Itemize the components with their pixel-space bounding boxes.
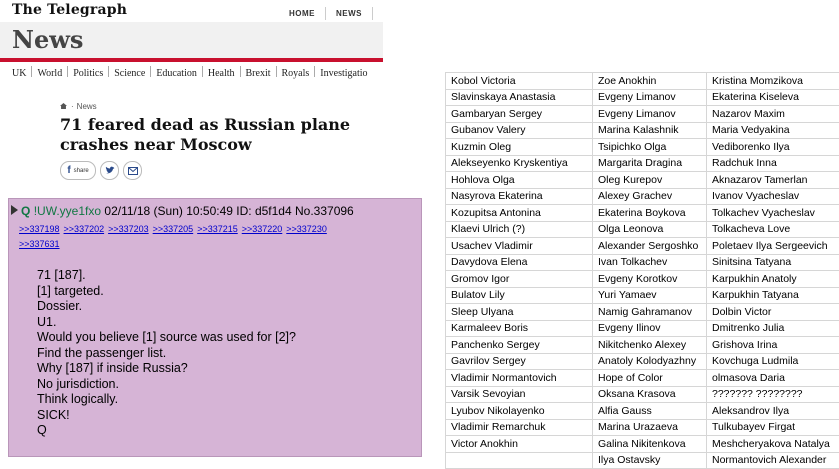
table-cell: olmasova Daria [707,370,839,387]
table-cell: Evgeny Ilinov [593,320,707,337]
table-cell: Klaevi Ulrich (?) [446,221,593,238]
home-icon[interactable] [60,103,67,109]
post-line: Q [37,423,296,439]
table-cell: Tolkacheva Love [707,221,839,238]
table-cell: Marina Kalashnik [593,122,707,139]
table-cell: Aknazarov Tamerlan [707,172,839,189]
post-line: U1. [37,315,296,331]
nav-separator [202,66,203,77]
section-title[interactable]: News [12,25,83,54]
table-row [446,353,839,370]
table-cell: Radchuk Inna [707,155,839,172]
table-cell: Poletaev Ilya Sergeevich [707,238,839,255]
table-cell: Galina Nikitenkova [593,436,707,453]
backlink[interactable]: >>337215 [197,224,238,234]
table-row [446,287,839,304]
table-row [446,254,839,271]
table-row [446,320,839,337]
table-row [446,419,839,436]
post-line: Would you believe [1] source was used for [2]? [37,330,296,346]
table-cell: Nikitchenko Alexey [593,337,707,354]
table-cell: ??????? ???????? [707,386,839,403]
table-cell: Usachev Vladimir [446,238,593,255]
nav-item-investigations[interactable]: Investigatio [320,68,367,79]
table-cell: Gavrilov Sergey [446,353,593,370]
top-nav-news[interactable]: NEWS [336,9,362,20]
table-cell: Varsik Sevoyian [446,386,593,403]
table-cell: Karmaleev Boris [446,320,593,337]
article-headline: 71 feared dead as Russian plane crashes near Moscow [60,115,380,155]
backlink[interactable]: >>337631 [19,239,60,249]
table-cell: Zoe Anokhin [593,73,707,90]
table-cell: Oleg Kurepov [593,172,707,189]
table-cell: Grishova Irina [707,337,839,354]
table-row [446,205,839,222]
table-row [446,155,839,172]
table-cell: Maria Vedyakina [707,122,839,139]
table-row [446,221,839,238]
table-cell: Gambaryan Sergey [446,106,593,123]
passenger-table-body [446,73,839,469]
table-cell: Anatoly Kolodyazhny [593,353,707,370]
nav-item-education[interactable]: Education [156,68,197,79]
telegraph-logo[interactable]: The Telegraph [12,2,127,18]
table-row [446,271,839,288]
nav-item-brexit[interactable]: Brexit [246,68,271,79]
breadcrumb-news[interactable]: News [77,102,97,111]
backlink[interactable]: >>337205 [153,224,194,234]
table-cell: Sleep Ulyana [446,304,593,321]
table-cell: Dolbin Victor [707,304,839,321]
table-cell: Slavinskaya Anastasia [446,89,593,106]
post-header [11,204,354,218]
nav-item-royals[interactable]: Royals [282,68,310,79]
table-cell: Victor Anokhin [446,436,593,453]
breadcrumb-separator: · [71,102,74,111]
breadcrumb [60,102,97,111]
post-number[interactable]: No.337096 [295,204,354,218]
table-cell: Yuri Yamaev [593,287,707,304]
nav-separator [31,66,32,77]
nav-item-health[interactable]: Health [208,68,235,79]
section-accent-bar [0,58,383,62]
table-cell: Karpukhin Anatoly [707,271,839,288]
post-backlinks [19,222,421,252]
table-cell: Alekseyenko Kryskentiya [446,155,593,172]
nav-item-uk[interactable]: UK [12,68,26,79]
table-row [446,452,839,469]
table-cell: Margarita Dragina [593,155,707,172]
table-cell: Tulkubayev Firgat [707,419,839,436]
table-row [446,238,839,255]
table-cell: Alfia Gauss [593,403,707,420]
table-row [446,106,839,123]
table-cell: Hope of Color [593,370,707,387]
table-row [446,73,839,90]
table-cell: Kuzmin Oleg [446,139,593,156]
table-row [446,370,839,387]
qpost-panel [8,198,422,457]
table-cell: Kobol Victoria [446,73,593,90]
table-cell: Aleksandrov Ilya [707,403,839,420]
table-cell: Gromov Igor [446,271,593,288]
post-line: Think logically. [37,392,296,408]
table-cell: Hohlova Olga [446,172,593,189]
telegraph-masthead [0,0,383,22]
post-line: [1] targeted. [37,284,296,300]
twitter-icon [105,166,115,175]
nav-separator [276,66,277,77]
table-cell: Ekaterina Boykova [593,205,707,222]
post-datetime: 02/11/18 (Sun) 10:50:49 [104,204,233,218]
nav-separator [314,66,315,77]
post-line: 71 [187]. [37,268,296,284]
top-nav-home[interactable]: HOME [289,9,315,20]
table-cell: Olga Leonova [593,221,707,238]
table-row [446,188,839,205]
table-cell: Karpukhin Tatyana [707,287,839,304]
table-cell: Marina Urazaeva [593,419,707,436]
table-row [446,403,839,420]
table-row [446,304,839,321]
nav-separator [67,66,68,77]
table-cell: Alexander Sergoshko [593,238,707,255]
table-row [446,172,839,189]
facebook-share-button[interactable] [60,161,96,180]
top-nav-divider [372,7,373,20]
nav-separator [108,66,109,77]
table-cell: Sinitsina Tatyana [707,254,839,271]
table-cell: Lyubov Nikolayenko [446,403,593,420]
table-cell: Vladimir Remarchuk [446,419,593,436]
table-cell: Vladimir Normantovich [446,370,593,387]
table-cell: Davydova Elena [446,254,593,271]
post-line: Why [187] if inside Russia? [37,361,296,377]
table-cell: Meshcheryakova Natalya [707,436,839,453]
table-cell: Nazarov Maxim [707,106,839,123]
twitter-share-button[interactable] [100,161,119,180]
table-cell: Alexey Grachev [593,188,707,205]
table-row [446,122,839,139]
post-author: Q [21,204,30,218]
backlink[interactable]: >>337202 [64,224,105,234]
backlink[interactable]: >>337230 [286,224,327,234]
passenger-list-table [445,72,839,465]
telegraph-article-panel [0,0,383,195]
facebook-icon: f [67,165,70,176]
table-cell: Gubanov Valery [446,122,593,139]
table-cell: Dmitrenko Julia [707,320,839,337]
table-row [446,386,839,403]
table-cell: Tolkachev Vyacheslav [707,205,839,222]
table-cell: Normantovich Alexander [707,452,839,469]
table-cell: Ivanov Vyacheslav [707,188,839,205]
post-id: ID: d5f1d4 [236,204,291,218]
table-cell: Ilya Ostavsky [593,452,707,469]
table-cell: Vediborenko Ilya [707,139,839,156]
section-nav [12,66,368,79]
table-row [446,337,839,354]
table-cell: Bulatov Lily [446,287,593,304]
backlink[interactable]: >>337203 [108,224,149,234]
section-band [0,22,383,58]
top-nav-divider [325,7,326,20]
table-cell: Kozupitsa Antonina [446,205,593,222]
post-body [37,268,296,439]
table-cell: Evgeny Korotkov [593,271,707,288]
table-cell: Namig Gahramanov [593,304,707,321]
table-cell: Nasyrova Ekaterina [446,188,593,205]
table-cell: Panchenko Sergey [446,337,593,354]
post-line: No jurisdiction. [37,377,296,393]
nav-separator [240,66,241,77]
table-cell: Evgeny Limanov [593,89,707,106]
backlink[interactable]: >>337198 [19,224,60,234]
share-bar [60,161,142,179]
table-row [446,89,839,106]
table-row [446,436,839,453]
post-expand-icon[interactable] [11,205,18,215]
table-cell [446,452,593,469]
post-line: SICK! [37,408,296,424]
table-row [446,139,839,156]
table-cell: Ivan Tolkachev [593,254,707,271]
backlink[interactable]: >>337220 [242,224,283,234]
table-cell: Kristina Momzikova [707,73,839,90]
table-cell: Oksana Krasova [593,386,707,403]
post-line: Dossier. [37,299,296,315]
telegraph-top-nav [289,7,383,20]
email-share-button[interactable] [123,161,142,180]
table-cell: Evgeny Limanov [593,106,707,123]
nav-item-politics[interactable]: Politics [73,68,103,79]
table-cell: Tsipichko Olga [593,139,707,156]
share-label: share [74,168,89,174]
nav-item-world[interactable]: World [37,68,62,79]
post-tripcode: !UW.yye1fxo [34,204,101,218]
table-cell: Kovchuga Ludmila [707,353,839,370]
email-icon [128,167,138,175]
nav-separator [150,66,151,77]
table-cell: Ekaterina Kiseleva [707,89,839,106]
post-line: Find the passenger list. [37,346,296,362]
nav-item-science[interactable]: Science [114,68,145,79]
